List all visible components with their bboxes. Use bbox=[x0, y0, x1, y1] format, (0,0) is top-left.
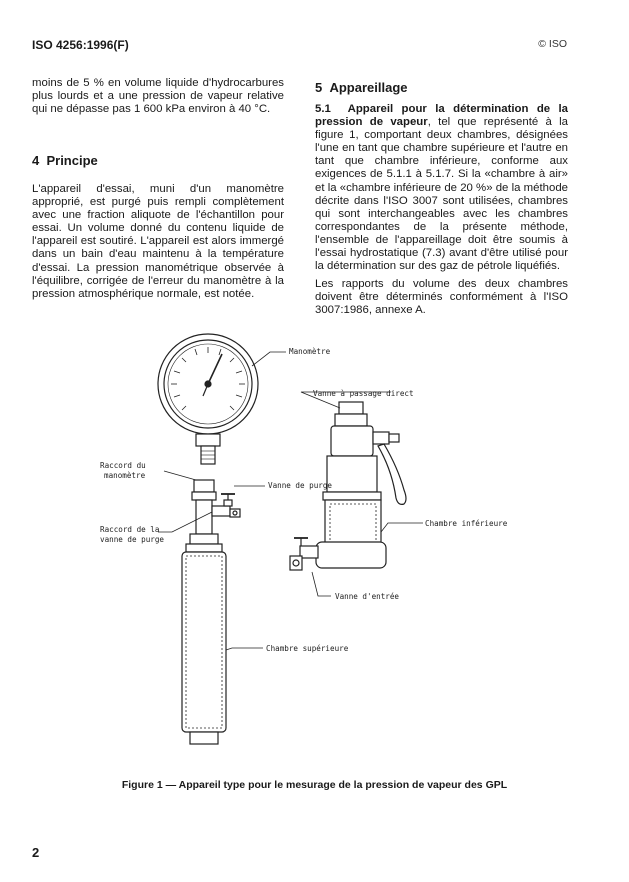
section-4-paragraph: L'appareil d'essai, muni d'un manomètre approprié, est purgé puis rempli complètement avec une fraction aliquote de l'échantillon pour essai. Un volume donné du contenu liquide de l'appareil est soutiré. L'appareil est alors immergé dans un bain d'eau maintenu à la température d'essai. La pression manométrique observée à l'équilibre, corrigée de l'erreur du manomètre à la pression atmosphérique normale, est notée. bbox=[32, 183, 284, 300]
section-4-number: 4 bbox=[32, 153, 40, 168]
manometer-gauge bbox=[158, 334, 258, 464]
section-5-title: Appareillage bbox=[329, 80, 408, 95]
section-4-heading bbox=[32, 153, 98, 168]
label-vanne-passage-direct: Vanne à passage direct bbox=[313, 389, 414, 398]
section-4-body bbox=[32, 183, 284, 301]
section-5-paragraph-2: Les rapports du volume des deux chambres doivent être déterminés conformément à l'ISO 3007:1986, annexe A. bbox=[315, 278, 568, 317]
label-vanne-entree: Vanne d'entrée bbox=[335, 592, 400, 601]
section-5-heading bbox=[315, 80, 408, 95]
label-chambre-superieure: Chambre supérieure bbox=[266, 644, 349, 653]
section-5-number: 5 bbox=[315, 80, 323, 95]
label-raccord-vanne-1: Raccord de la bbox=[100, 525, 160, 534]
label-raccord-vanne-2: vanne de purge bbox=[100, 535, 165, 544]
label-manometre: Manomètre bbox=[289, 347, 331, 356]
label-raccord-manometre-2: manomètre bbox=[104, 471, 146, 480]
upper-chamber-assembly bbox=[182, 480, 240, 744]
copyright-mark: © ISO bbox=[538, 38, 567, 50]
intro-paragraph bbox=[32, 77, 284, 116]
label-chambre-inferieure: Chambre inférieure bbox=[425, 519, 508, 528]
figure-caption: Figure 1 — Appareil type pour le mesurage de la pression de vapeur des GPL bbox=[121, 779, 508, 791]
subsection-title: Appareil pour la détermination de la pression de vapeur bbox=[315, 103, 568, 129]
subsection-text: , tel que représenté à la figure 1, comportant deux chambres, désignées l'une en tant que chambre supérieure et l'autre en tant que chambre inférieure, conforme aux exigences de 5.1.1 à 5.1.7. Si la «chambre à air» et la «chambre inférieure de 20 %» de la méthode décrite dans l'ISO 3007 sont utilisées, chambres qui sont interchangeables avec les chambres correspondantes de la présente méthode, l'ensemble de l'appareillage doit être soumis à l'essai hydrostatique (7.3) avant d'être utilisé pour la détermination sur des gaz de pétrole liquéfiés. bbox=[315, 116, 568, 273]
section-5-body bbox=[315, 103, 568, 318]
section-5-1-paragraph bbox=[315, 103, 568, 273]
label-raccord-manometre-1: Raccord du bbox=[100, 461, 146, 470]
page-number: 2 bbox=[32, 845, 40, 860]
document-id: ISO 4256:1996(F) bbox=[32, 38, 129, 52]
intro-text: moins de 5 % en volume liquide d'hydrocarbures plus lourds et a une pression de vapeur relative qui ne dépasse pas 1 600 kPa environ à 40 °C. bbox=[32, 77, 284, 116]
subsection-number: 5.1 bbox=[315, 103, 331, 115]
section-4-title: Principe bbox=[46, 153, 98, 168]
figure-apparatus bbox=[0, 320, 629, 770]
label-vanne-purge: Vanne de purge bbox=[268, 481, 333, 490]
